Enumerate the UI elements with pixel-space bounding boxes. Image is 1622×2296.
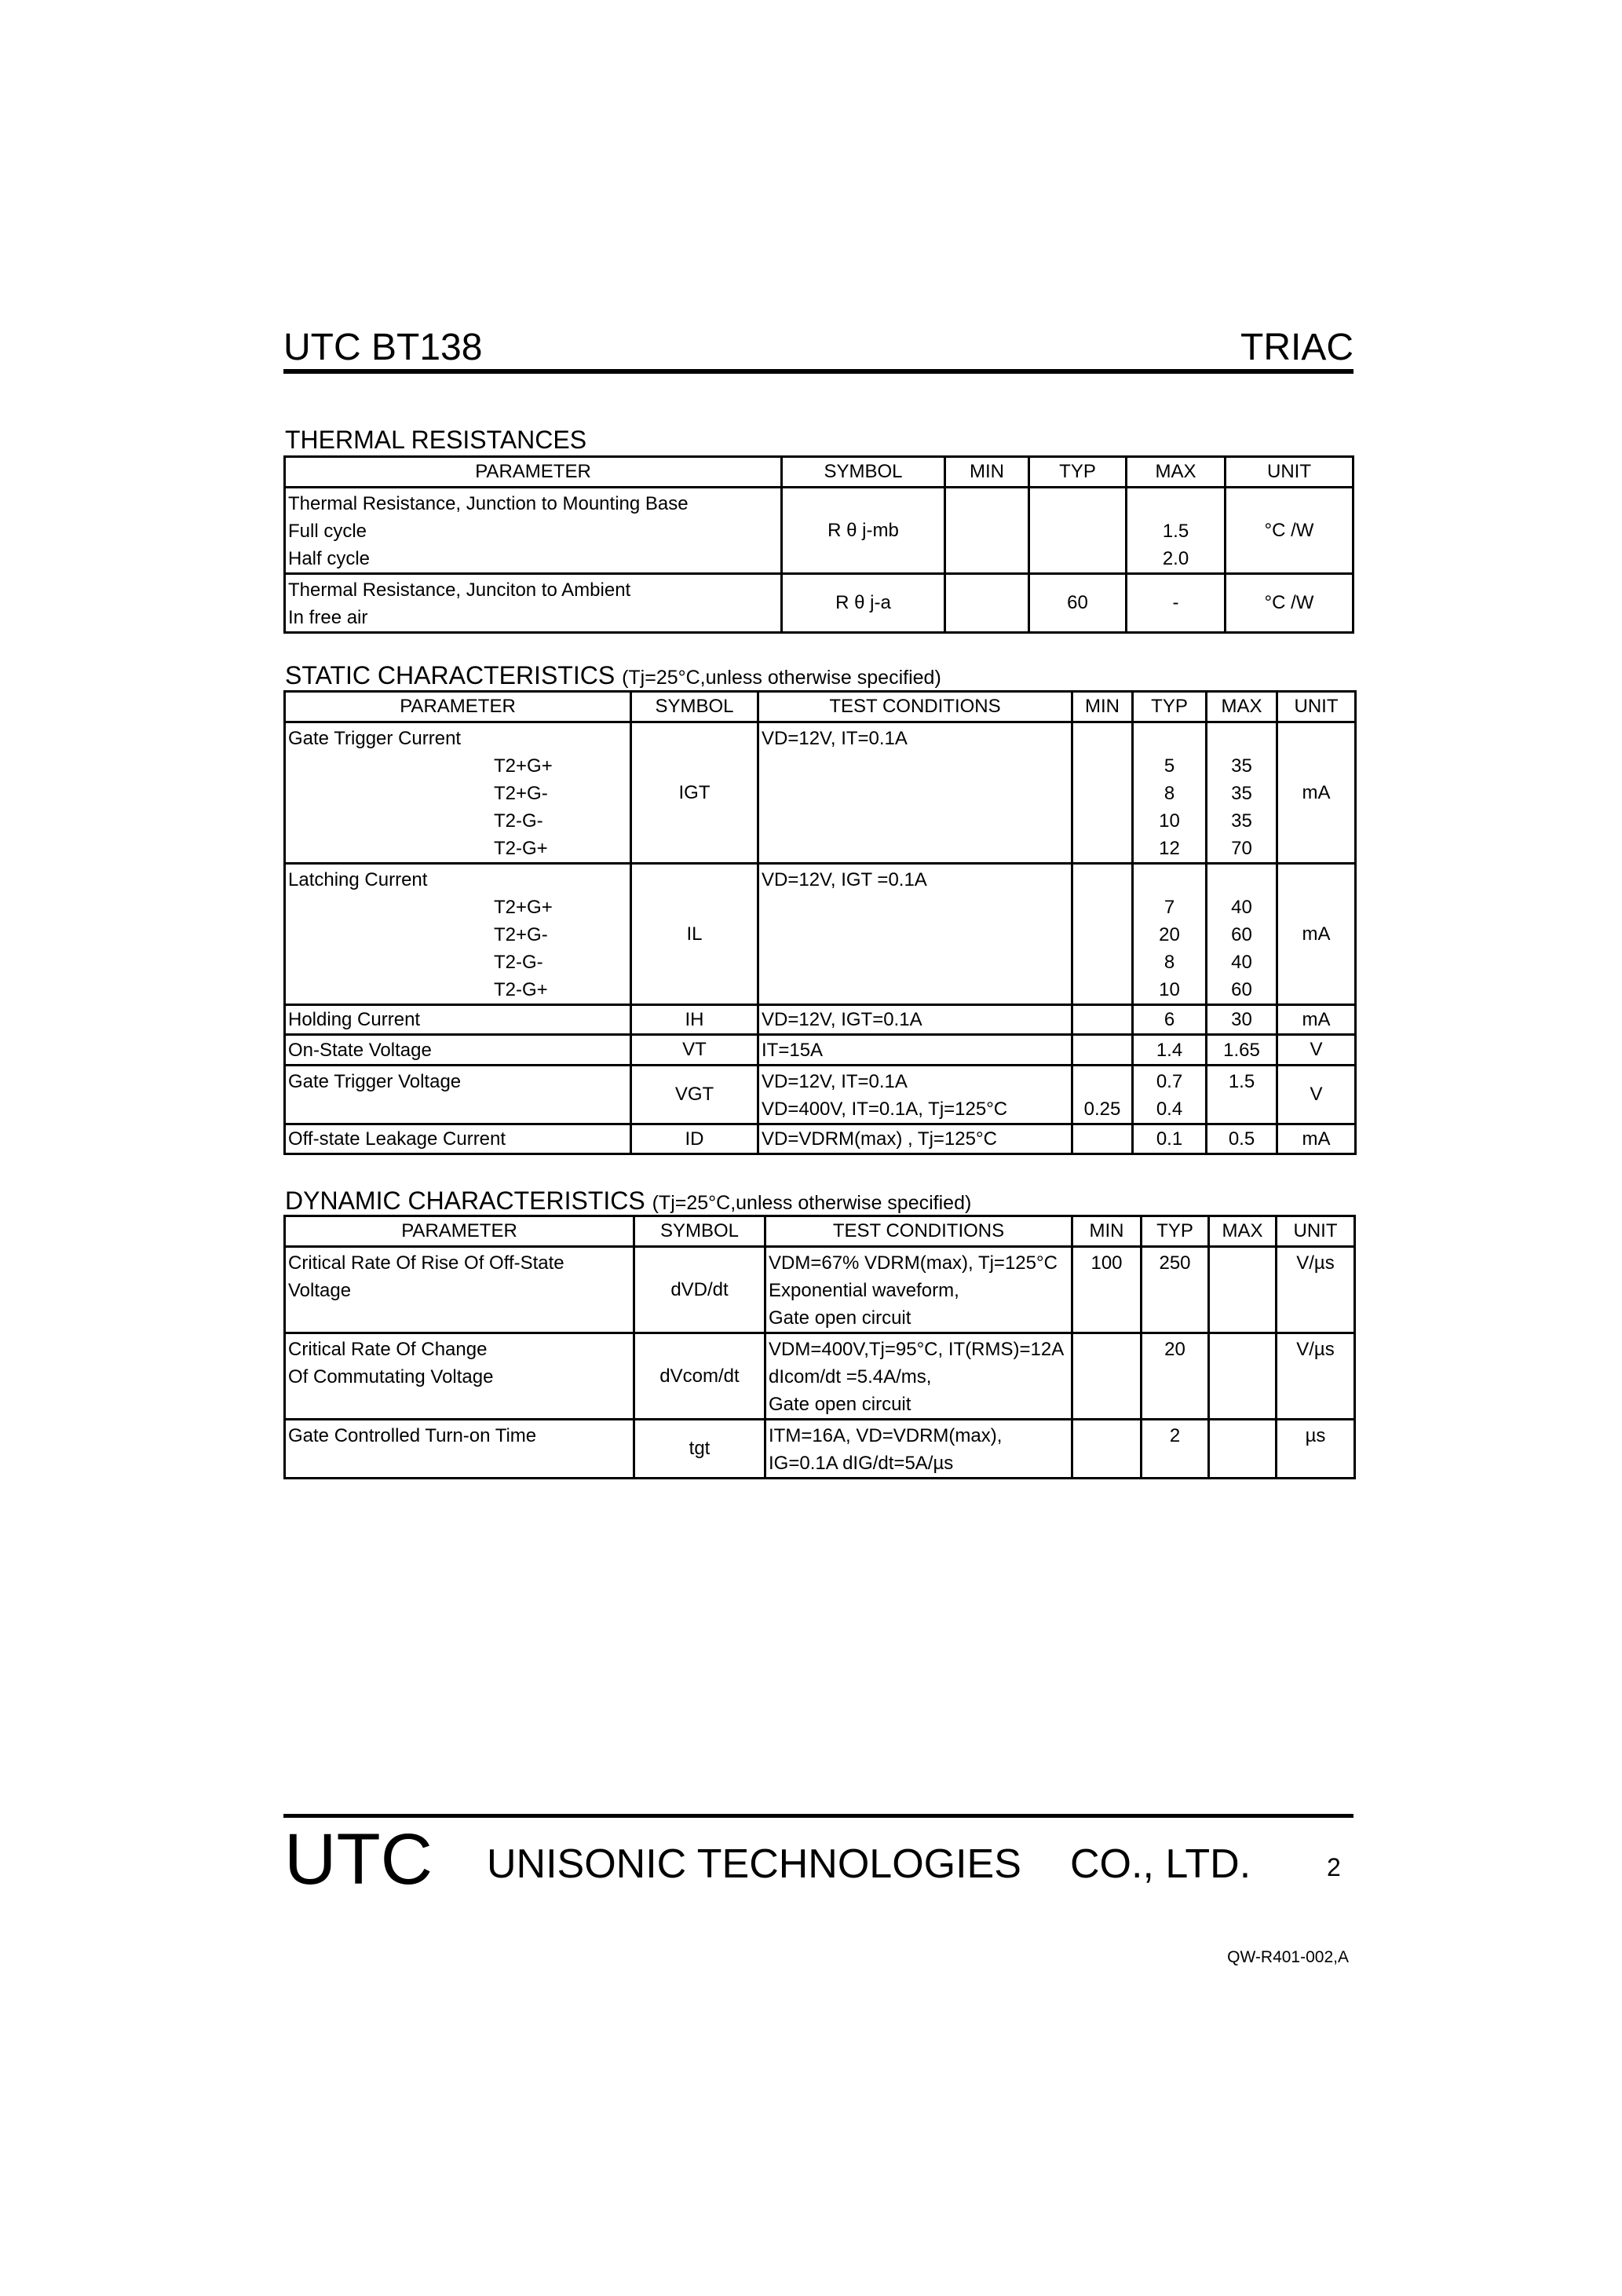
min-cell <box>945 574 1029 633</box>
header-row <box>285 457 1353 488</box>
unit-value: V <box>1310 1039 1323 1060</box>
typ-line: 8 <box>1164 783 1175 804</box>
max-cell <box>1207 1005 1277 1035</box>
parameter-cell <box>285 722 631 864</box>
min-cell <box>1072 1035 1133 1066</box>
footer-logo: UTC <box>284 1819 433 1899</box>
header-rule <box>283 369 1353 374</box>
symbol-value: dVcom/dt <box>659 1365 740 1387</box>
symbol-value: VT <box>682 1039 707 1060</box>
table-row <box>285 1333 1355 1420</box>
parameter-line: Off-state Leakage Current <box>288 1128 506 1150</box>
typ-line: 10 <box>1159 979 1180 1000</box>
conditions-line: VD=VDRM(max) , Tj=125°C <box>762 1128 997 1150</box>
static-subtitle: (Tj=25°C,unless otherwise specified) <box>622 667 941 689</box>
min-line <box>1076 1068 1129 1095</box>
min-line: 0.25 <box>1083 1099 1121 1120</box>
conditions-line: VDM=67% VDRM(max), Tj=125°C <box>769 1252 1058 1274</box>
typ-cell <box>1133 1066 1207 1124</box>
typ-line <box>1136 725 1203 752</box>
footer-company: UNISONIC TECHNOLOGIES <box>487 1841 1021 1887</box>
max-line <box>1210 866 1273 894</box>
parameter-line: Thermal Resistance, Junction to Mounting Base <box>288 493 689 514</box>
column-header-min: MIN <box>1072 1216 1142 1247</box>
conditions-line: Exponential waveform, <box>769 1280 959 1301</box>
table-row <box>285 722 1356 864</box>
unit-line: µs <box>1305 1425 1326 1446</box>
thermal-title: THERMAL RESISTANCES <box>285 426 587 454</box>
unit-cell <box>1277 1005 1356 1035</box>
column-header-parameter: PARAMETER <box>285 692 631 722</box>
typ-cell <box>1133 1124 1207 1154</box>
conditions-line: VD=400V, IT=0.1A, Tj=125°C <box>762 1099 1008 1120</box>
typ-cell <box>1133 864 1207 1005</box>
typ-line: 0.7 <box>1156 1071 1183 1092</box>
symbol-cell <box>631 1124 758 1154</box>
min-cell <box>1072 864 1133 1005</box>
column-header-symbol: SYMBOL <box>782 457 945 488</box>
max-line <box>1130 490 1222 517</box>
parameter-line: Half cycle <box>288 548 371 569</box>
parameter-cell <box>285 1066 631 1124</box>
conditions-line: VD=12V, IGT=0.1A <box>762 1009 922 1030</box>
typ-line: 20 <box>1164 1339 1185 1360</box>
symbol-cell <box>634 1333 765 1420</box>
table-row <box>285 1035 1356 1066</box>
conditions-line: Gate open circuit <box>769 1307 911 1329</box>
unit-value: mA <box>1302 923 1331 945</box>
page-number: 2 <box>1327 1853 1341 1881</box>
typ-value: 60 <box>1067 592 1088 613</box>
symbol-cell <box>631 722 758 864</box>
parameter-line: Gate Trigger Voltage <box>288 1071 462 1092</box>
footer-company-suffix: CO., LTD. <box>1070 1841 1251 1887</box>
parameter-line: T2-G- <box>494 810 543 832</box>
column-header-parameter: PARAMETER <box>285 457 782 488</box>
unit-cell <box>1226 574 1353 633</box>
column-header-unit: UNIT <box>1226 457 1353 488</box>
parameter-line: Critical Rate Of Change <box>288 1339 488 1360</box>
conditions-cell <box>758 1124 1072 1154</box>
unit-value: mA <box>1302 1128 1331 1150</box>
conditions-cell <box>758 1066 1072 1124</box>
max-cell <box>1209 1420 1277 1479</box>
unit-cell <box>1277 864 1356 1005</box>
conditions-cell <box>765 1247 1072 1333</box>
parameter-line: In free air <box>288 607 368 628</box>
parameter-line: T2-G- <box>494 952 543 973</box>
typ-line: 8 <box>1164 952 1175 973</box>
symbol-value: tgt <box>689 1438 711 1459</box>
max-cell <box>1207 1124 1277 1154</box>
symbol-value: IH <box>685 1008 704 1030</box>
conditions-line: VD=12V, IGT =0.1A <box>762 869 927 890</box>
unit-cell <box>1226 488 1353 574</box>
symbol-value: VGT <box>674 1084 714 1105</box>
parameter-line: T2-G+ <box>494 838 548 859</box>
unit-cell <box>1277 722 1356 864</box>
typ-line: 7 <box>1164 897 1175 918</box>
max-cell <box>1127 488 1226 574</box>
conditions-cell <box>758 1035 1072 1066</box>
min-cell <box>1072 1420 1142 1479</box>
column-header-min: MIN <box>1072 692 1133 722</box>
conditions-cell <box>758 1005 1072 1035</box>
device-type: TRIAC <box>1240 327 1353 368</box>
typ-cell <box>1133 1005 1207 1035</box>
table-row <box>285 1124 1356 1154</box>
typ-line: 1.4 <box>1156 1039 1183 1061</box>
symbol-value: R θ j-mb <box>827 519 899 541</box>
parameter-cell <box>285 1420 634 1479</box>
symbol-cell <box>631 1035 758 1066</box>
column-header-parameter: PARAMETER <box>285 1216 634 1247</box>
header-row <box>285 692 1356 722</box>
conditions-line: IT=15A <box>762 1039 824 1061</box>
symbol-cell <box>631 1005 758 1035</box>
column-header-symbol: SYMBOL <box>631 692 758 722</box>
symbol-value: IGT <box>678 781 711 803</box>
conditions-line: Gate open circuit <box>769 1394 911 1415</box>
conditions-cell <box>765 1420 1072 1479</box>
max-cell <box>1209 1247 1277 1333</box>
max-line: 35 <box>1231 810 1252 832</box>
typ-cell <box>1029 488 1127 574</box>
parameter-line: T2+G- <box>494 924 548 945</box>
max-line <box>1210 725 1273 752</box>
parameter-cell <box>285 1333 634 1420</box>
unit-cell <box>1277 1124 1356 1154</box>
symbol-cell <box>634 1247 765 1333</box>
min-cell <box>1072 1247 1142 1333</box>
static-section-title <box>285 661 941 692</box>
footer-rule <box>283 1814 1353 1818</box>
max-line: 1.5 <box>1162 521 1189 542</box>
max-line: 40 <box>1231 897 1252 918</box>
parameter-line: Gate Trigger Current <box>288 728 462 749</box>
max-cell <box>1207 1066 1277 1124</box>
conditions-line: VD=12V, IT=0.1A <box>762 1071 908 1092</box>
typ-line: 250 <box>1159 1252 1191 1274</box>
conditions-cell <box>758 722 1072 864</box>
table-row <box>285 488 1353 574</box>
dynamic-title: DYNAMIC CHARACTERISTICS <box>285 1186 645 1215</box>
column-header-typ: TYP <box>1142 1216 1209 1247</box>
table-row <box>285 1005 1356 1035</box>
max-line: 70 <box>1231 838 1252 859</box>
symbol-cell <box>782 488 945 574</box>
conditions-line: VDM=400V,Tj=95°C, IT(RMS)=12A <box>769 1339 1065 1360</box>
min-cell <box>945 488 1029 574</box>
max-cell <box>1209 1333 1277 1420</box>
max-line: 60 <box>1231 979 1252 1000</box>
unit-value: mA <box>1302 781 1331 803</box>
column-header-typ: TYP <box>1133 692 1207 722</box>
symbol-value: R θ j-a <box>835 592 891 613</box>
column-header-unit: UNIT <box>1277 692 1356 722</box>
typ-line: 5 <box>1164 755 1175 777</box>
conditions-line: IG=0.1A dIG/dt=5A/µs <box>769 1453 954 1474</box>
max-line: 35 <box>1231 783 1252 804</box>
typ-line: 20 <box>1159 924 1180 945</box>
table-row <box>285 864 1356 1005</box>
min-cell <box>1072 1333 1142 1420</box>
typ-line: 12 <box>1159 838 1180 859</box>
symbol-cell <box>631 1066 758 1124</box>
unit-cell <box>1277 1420 1355 1479</box>
min-line: 100 <box>1090 1252 1123 1274</box>
document-title: UTC BT138 <box>283 327 483 368</box>
parameter-cell <box>285 574 782 633</box>
conditions-cell <box>758 864 1072 1005</box>
min-cell <box>1072 1005 1133 1035</box>
parameter-line: Full cycle <box>288 521 367 542</box>
column-header-min: MIN <box>945 457 1029 488</box>
unit-value: °C /W <box>1264 592 1314 613</box>
parameter-cell <box>285 488 782 574</box>
table-row <box>285 1066 1356 1124</box>
max-line: 1.65 <box>1223 1039 1260 1061</box>
min-cell <box>1072 722 1133 864</box>
thermal-section-title <box>285 426 586 454</box>
typ-cell <box>1029 574 1127 633</box>
unit-cell <box>1277 1066 1356 1124</box>
header-row <box>285 1216 1355 1247</box>
unit-line: V/µs <box>1296 1252 1335 1274</box>
dynamic-subtitle: (Tj=25°C,unless otherwise specified) <box>652 1192 972 1214</box>
column-header-conditions: TEST CONDITIONS <box>758 692 1072 722</box>
typ-line: 0.4 <box>1156 1099 1183 1120</box>
typ-cell <box>1142 1420 1209 1479</box>
parameter-cell <box>285 1035 631 1066</box>
max-value: - <box>1172 592 1179 613</box>
symbol-cell <box>782 574 945 633</box>
parameter-cell <box>285 1005 631 1035</box>
conditions-cell <box>765 1333 1072 1420</box>
symbol-value: IL <box>686 923 703 945</box>
dynamic-characteristics-table <box>283 1215 1356 1479</box>
parameter-line: Gate Controlled Turn-on Time <box>288 1425 537 1446</box>
parameter-line: Holding Current <box>288 1009 421 1030</box>
typ-cell <box>1133 722 1207 864</box>
symbol-value: ID <box>685 1128 704 1150</box>
typ-line <box>1136 866 1203 894</box>
parameter-line: T2-G+ <box>494 979 548 1000</box>
min-cell <box>1072 1066 1133 1124</box>
static-title: STATIC CHARACTERISTICS <box>285 661 616 689</box>
max-line: 35 <box>1231 755 1252 777</box>
parameter-line: Thermal Resistance, Junciton to Ambient <box>288 579 631 601</box>
column-header-max: MAX <box>1209 1216 1277 1247</box>
unit-value: V <box>1310 1084 1323 1105</box>
parameter-line: Voltage <box>288 1280 352 1301</box>
typ-line: 0.1 <box>1156 1128 1183 1150</box>
max-cell <box>1127 574 1226 633</box>
conditions-line: dIcom/dt =5.4A/ms, <box>769 1366 932 1387</box>
table-row <box>285 574 1353 633</box>
typ-cell <box>1133 1035 1207 1066</box>
column-header-conditions: TEST CONDITIONS <box>765 1216 1072 1247</box>
max-line: 30 <box>1231 1009 1252 1030</box>
column-header-typ: TYP <box>1029 457 1127 488</box>
max-cell <box>1207 864 1277 1005</box>
parameter-line: Latching Current <box>288 869 428 890</box>
unit-value: °C /W <box>1264 519 1314 541</box>
unit-cell <box>1277 1247 1355 1333</box>
conditions-line: ITM=16A, VD=VDRM(max), <box>769 1425 1003 1446</box>
thermal-resistances-table <box>283 455 1354 634</box>
column-header-max: MAX <box>1127 457 1226 488</box>
static-characteristics-table <box>283 690 1357 1155</box>
typ-cell <box>1142 1247 1209 1333</box>
unit-value: mA <box>1302 1008 1331 1030</box>
table-row <box>285 1247 1355 1333</box>
max-line: 60 <box>1231 924 1252 945</box>
min-cell <box>1072 1124 1133 1154</box>
table-row <box>285 1420 1355 1479</box>
max-cell <box>1207 1035 1277 1066</box>
column-header-symbol: SYMBOL <box>634 1216 765 1247</box>
parameter-line: Critical Rate Of Rise Of Off-State <box>288 1252 564 1274</box>
max-line: 0.5 <box>1228 1128 1255 1150</box>
symbol-value: dVD/dt <box>670 1278 729 1300</box>
parameter-cell <box>285 864 631 1005</box>
conditions-line: VD=12V, IT=0.1A <box>762 728 908 749</box>
typ-line: 6 <box>1164 1009 1175 1030</box>
symbol-cell <box>634 1420 765 1479</box>
unit-line: V/µs <box>1296 1339 1335 1360</box>
max-line: 2.0 <box>1162 548 1189 569</box>
document-code: QW-R401-002,A <box>1227 1948 1349 1966</box>
parameter-line: T2+G+ <box>494 897 553 918</box>
symbol-cell <box>631 864 758 1005</box>
parameter-line: T2+G- <box>494 783 548 804</box>
typ-line: 10 <box>1159 810 1180 832</box>
parameter-cell <box>285 1247 634 1333</box>
max-line: 1.5 <box>1228 1071 1255 1092</box>
unit-cell <box>1277 1035 1356 1066</box>
typ-line: 2 <box>1169 1425 1181 1446</box>
max-line: 40 <box>1231 952 1252 973</box>
typ-cell <box>1142 1333 1209 1420</box>
unit-cell <box>1277 1333 1355 1420</box>
parameter-cell <box>285 1124 631 1154</box>
dynamic-section-title <box>285 1186 971 1217</box>
max-cell <box>1207 722 1277 864</box>
column-header-max: MAX <box>1207 692 1277 722</box>
column-header-unit: UNIT <box>1277 1216 1355 1247</box>
parameter-line: T2+G+ <box>494 755 553 777</box>
parameter-line: Of Commutating Voltage <box>288 1366 494 1387</box>
parameter-line: On-State Voltage <box>288 1039 432 1061</box>
